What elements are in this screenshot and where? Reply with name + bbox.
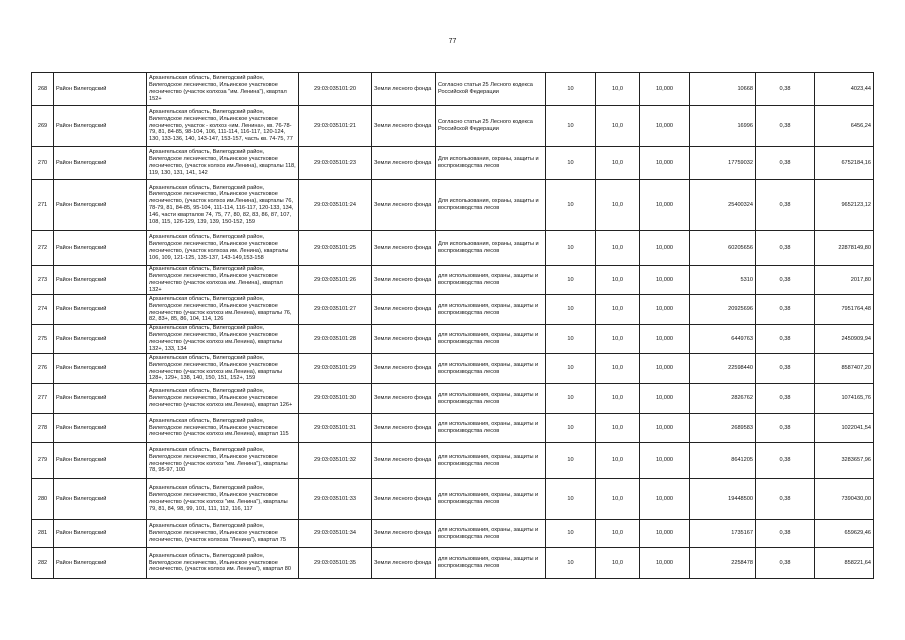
land-category-cell: Земли лесного фонда [372,384,436,414]
area-cell: 5310 [690,266,756,295]
area-cell: 2258478 [690,548,756,579]
region-cell: Район Вилегодский [54,520,147,548]
value-col-3-cell: 10,000 [640,231,690,266]
address-cell: Архангельская область, Вилегодский район, Вилегодское лесничество, Ильинское участковое лесничество (участок колхоз им.Ленина), кварталы 128+, 129+, 138, 140, 150, 151, 152+, 159 [147,354,299,384]
value-col-1-cell: 10 [546,147,596,180]
value-col-2-cell: 10,0 [596,231,640,266]
value-col-3-cell: 10,000 [640,106,690,147]
region-cell: Район Вилегодский [54,325,147,354]
rate-cell: 0,38 [756,479,815,520]
table-row [32,147,874,180]
value-col-2-cell: 10,0 [596,414,640,443]
address-cell: Архангельская область, Вилегодский район, Вилегодское лесничество, Ильинское участковое лесничество, (участок колхоз им.Ленина), кварталы 118, 119, 130, 131, 141, 142 [147,147,299,180]
area-cell: 8641205 [690,443,756,479]
permitted-use-cell: для использования, охраны, защиты и воспроизводства лесов [436,443,546,479]
cadastral-number-cell: 29:03:035101:27 [299,295,372,325]
value-col-1-cell: 10 [546,266,596,295]
cost-cell: 6752184,16 [815,147,874,180]
land-category-cell: Земли лесного фонда [372,106,436,147]
cadastral-number-cell: 29:03:035101:20 [299,73,372,106]
permitted-use-cell: для использования, охраны, защиты и воспроизводства лесов [436,520,546,548]
cadastral-number-cell: 29:03:035101:33 [299,479,372,520]
area-cell: 22598440 [690,354,756,384]
rate-cell: 0,38 [756,414,815,443]
row-number: 282 [32,548,54,579]
row-number: 271 [32,180,54,231]
region-cell: Район Вилегодский [54,295,147,325]
value-col-1-cell: 10 [546,231,596,266]
row-number: 275 [32,325,54,354]
rate-cell: 0,38 [756,231,815,266]
region-cell: Район Вилегодский [54,266,147,295]
value-col-2-cell: 10,0 [596,384,640,414]
area-cell: 1735167 [690,520,756,548]
row-number: 278 [32,414,54,443]
permitted-use-cell: Согласно статьи 25 Лесного кодекса Российской Федерации [436,73,546,106]
area-cell: 6449763 [690,325,756,354]
value-col-1-cell: 10 [546,414,596,443]
rate-cell: 0,38 [756,520,815,548]
area-cell: 25400324 [690,180,756,231]
address-cell: Архангельская область, Вилегодский район, Вилегодское лесничество, Ильинское участковое лесничество, (участок колхоз им. Ленина"), квартал 80 [147,548,299,579]
permitted-use-cell: для использования, охраны, защиты и воспроизводства лесов [436,384,546,414]
value-col-3-cell: 10,000 [640,295,690,325]
cadastral-number-cell: 29:03:035101:32 [299,443,372,479]
value-col-1-cell: 10 [546,295,596,325]
land-category-cell: Земли лесного фонда [372,414,436,443]
value-col-3-cell: 10,000 [640,479,690,520]
cost-cell: 6456,24 [815,106,874,147]
permitted-use-cell: Согласно статьи 25 Лесного кодекса Российской Федерации [436,106,546,147]
cadastral-number-cell: 29:03:035101:23 [299,147,372,180]
value-col-3-cell: 10,000 [640,73,690,106]
land-category-cell: Земли лесного фонда [372,325,436,354]
land-category-cell: Земли лесного фонда [372,548,436,579]
table-row [32,443,874,479]
address-cell: Архангельская область, Вилегодский район, Вилегодское лесничество, Ильинское участковое лесничество (участок колхоз им.Ленина), кварталы 76, 82, 83+, 85, 86, 104, 114, 126 [147,295,299,325]
value-col-3-cell: 10,000 [640,180,690,231]
table-row [32,295,874,325]
region-cell: Район Вилегодский [54,479,147,520]
land-category-cell: Земли лесного фонда [372,231,436,266]
value-col-2-cell: 10,0 [596,295,640,325]
rate-cell: 0,38 [756,266,815,295]
table-row [32,520,874,548]
value-col-3-cell: 10,000 [640,384,690,414]
rate-cell: 0,38 [756,548,815,579]
table-row [32,106,874,147]
row-number: 272 [32,231,54,266]
area-cell: 20925696 [690,295,756,325]
table-row [32,73,874,106]
value-col-1-cell: 10 [546,384,596,414]
row-number: 269 [32,106,54,147]
rate-cell: 0,38 [756,354,815,384]
value-col-2-cell: 10,0 [596,443,640,479]
cadastral-number-cell: 29:03:035101:24 [299,180,372,231]
rate-cell: 0,38 [756,106,815,147]
table-row [32,384,874,414]
row-number: 281 [32,520,54,548]
area-cell: 2689583 [690,414,756,443]
table-row [32,479,874,520]
value-col-1-cell: 10 [546,106,596,147]
permitted-use-cell: для использования, охраны, защиты и воспроизводства лесов [436,325,546,354]
region-cell: Район Вилегодский [54,106,147,147]
rate-cell: 0,38 [756,325,815,354]
cost-cell: 659629,46 [815,520,874,548]
row-number: 274 [32,295,54,325]
value-col-3-cell: 10,000 [640,443,690,479]
region-cell: Район Вилегодский [54,354,147,384]
value-col-1-cell: 10 [546,520,596,548]
region-cell: Район Вилегодский [54,414,147,443]
row-number: 279 [32,443,54,479]
permitted-use-cell: Для использования, охраны, защиты и воспроизводства лесов [436,147,546,180]
address-cell: Архангельская область, Вилегодский район, Вилегодское лесничество, Ильинское участковое лесничество, участок - колхоз «им. Ленина», кв. 76-78-79, 81, 84-85, 98-104, 106, 111-114, 116-117, 120-124, 130, 133-136, 140, 143-147, 153-157, часть кв. 74-75, 77 [147,106,299,147]
table-row [32,266,874,295]
value-col-1-cell: 10 [546,443,596,479]
value-col-2-cell: 10,0 [596,520,640,548]
land-category-cell: Земли лесного фонда [372,147,436,180]
region-cell: Район Вилегодский [54,231,147,266]
value-col-3-cell: 10,000 [640,548,690,579]
permitted-use-cell: для использования, охраны, защиты и воспроизводства лесов [436,354,546,384]
land-category-cell: Земли лесного фонда [372,73,436,106]
region-cell: Район Вилегодский [54,73,147,106]
area-cell: 2826762 [690,384,756,414]
row-number: 268 [32,73,54,106]
land-category-cell: Земли лесного фонда [372,295,436,325]
value-col-3-cell: 10,000 [640,325,690,354]
cost-cell: 22878149,80 [815,231,874,266]
cadastral-number-cell: 29:03:035101:31 [299,414,372,443]
permitted-use-cell: для использования, охраны, защиты и воспроизводства лесов [436,414,546,443]
value-col-3-cell: 10,000 [640,147,690,180]
cadastral-number-cell: 29:03:035101:25 [299,231,372,266]
address-cell: Архангельская область, Вилегодский район, Вилегодское лесничество, Ильинское участковое лесничество, (участок колхоз им.Ленина), кварталы 76, 78-79, 81, 84-85, 95-104, 111-114, 116-117, 120-133, 134, 146, части кварталов 74, 75, 77, 80, 82, 83, 86, 87, 107, 108, 115, 126-129, 139, 139, 150-152, 159 [147,180,299,231]
permitted-use-cell: для использования, охраны, защиты и воспроизводства лесов [436,479,546,520]
permitted-use-cell: Для использования, охраны, защиты и воспроизводства лесов [436,231,546,266]
land-plots-table [31,72,874,579]
value-col-3-cell: 10,000 [640,354,690,384]
area-cell: 10668 [690,73,756,106]
value-col-2-cell: 10,0 [596,479,640,520]
address-cell: Архангельская область, Вилегодский район, Вилегодское лесничество, Ильинское участковое лесничество (участок колхоз им.Ленина), квартал 126+ [147,384,299,414]
page-number: 77 [448,38,457,45]
value-col-1-cell: 10 [546,354,596,384]
cost-cell: 1022041,54 [815,414,874,443]
address-cell: Архангельская область, Вилегодский район, Вилегодское лесничество, Ильинское участковое лесничество (участок колхоз им.Ленина), кварталы 132+, 133, 134 [147,325,299,354]
table-row [32,231,874,266]
rate-cell: 0,38 [756,147,815,180]
rate-cell: 0,38 [756,384,815,414]
table-body [32,73,874,579]
cost-cell: 7951764,48 [815,295,874,325]
land-category-cell: Земли лесного фонда [372,520,436,548]
permitted-use-cell: Для использования, охраны, защиты и воспроизводства лесов [436,180,546,231]
cadastral-number-cell: 29:03:035101:26 [299,266,372,295]
table-row [32,325,874,354]
row-number: 273 [32,266,54,295]
land-category-cell: Земли лесного фонда [372,479,436,520]
value-col-1-cell: 10 [546,325,596,354]
table-row [32,180,874,231]
value-col-2-cell: 10,0 [596,325,640,354]
cost-cell: 9652123,12 [815,180,874,231]
cost-cell: 7390430,00 [815,479,874,520]
value-col-2-cell: 10,0 [596,266,640,295]
value-col-1-cell: 10 [546,479,596,520]
table-row [32,548,874,579]
address-cell: Архангельская область, Вилегодский район, Вилегодское лесничество, Ильинское участковое лесничество, (участок колхоза им. Ленина), кварталы 106, 109, 121-125, 135-137, 143-149,153-158 [147,231,299,266]
row-number: 277 [32,384,54,414]
cadastral-number-cell: 29:03:035101:29 [299,354,372,384]
address-cell: Архангельская область, Вилегодский район, Вилегодское лесничество, Ильинское участковое лесничество, (участок колхоза "Ленина"), квартал 75 [147,520,299,548]
rate-cell: 0,38 [756,73,815,106]
cadastral-number-cell: 29:03:035101:21 [299,106,372,147]
value-col-2-cell: 10,0 [596,180,640,231]
cadastral-number-cell: 29:03:035101:28 [299,325,372,354]
value-col-2-cell: 10,0 [596,106,640,147]
value-col-3-cell: 10,000 [640,520,690,548]
value-col-1-cell: 10 [546,73,596,106]
land-category-cell: Земли лесного фонда [372,180,436,231]
address-cell: Архангельская область, Вилегодский район, Вилегодское лесничество, Ильинское участковое лесничество (участок колхоза "им. Ленина"), квартал 152+ [147,73,299,106]
row-number: 280 [32,479,54,520]
area-cell: 17759032 [690,147,756,180]
permitted-use-cell: для использования, охраны, защиты и воспроизводства лесов [436,295,546,325]
land-category-cell: Земли лесного фонда [372,443,436,479]
region-cell: Район Вилегодский [54,180,147,231]
address-cell: Архангельская область, Вилегодский район, Вилегодское лесничество, Ильинское участковое лесничество (участок колхоз "им. Ленина"), кварталы 79, 81, 84, 98, 99, 101, 111, 112, 116, 117 [147,479,299,520]
table-row [32,354,874,384]
value-col-2-cell: 10,0 [596,147,640,180]
value-col-2-cell: 10,0 [596,548,640,579]
land-category-cell: Земли лесного фонда [372,266,436,295]
cost-cell: 1074165,76 [815,384,874,414]
address-cell: Архангельская область, Вилегодский район, Вилегодское лесничество, Ильинское участковое лесничество (участок колхоз "им. Ленина"), кварталы 78, 95-97, 100 [147,443,299,479]
land-category-cell: Земли лесного фонда [372,354,436,384]
cadastral-number-cell: 29:03:035101:35 [299,548,372,579]
table-row [32,414,874,443]
row-number: 270 [32,147,54,180]
region-cell: Район Вилегодский [54,443,147,479]
cost-cell: 3283657,96 [815,443,874,479]
region-cell: Район Вилегодский [54,384,147,414]
value-col-1-cell: 10 [546,548,596,579]
cost-cell: 858221,64 [815,548,874,579]
rate-cell: 0,38 [756,180,815,231]
cost-cell: 2450909,94 [815,325,874,354]
region-cell: Район Вилегодский [54,147,147,180]
area-cell: 19448500 [690,479,756,520]
region-cell: Район Вилегодский [54,548,147,579]
permitted-use-cell: для использования, охраны, защиты и воспроизводства лесов [436,548,546,579]
cadastral-number-cell: 29:03:035101:34 [299,520,372,548]
address-cell: Архангельская область, Вилегодский район, Вилегодское лесничество, Ильинское участковое лесничество (участок колхоз им.Ленина), квартал 115 [147,414,299,443]
value-col-2-cell: 10,0 [596,354,640,384]
cost-cell: 8587407,20 [815,354,874,384]
cost-cell: 4023,44 [815,73,874,106]
row-number: 276 [32,354,54,384]
cadastral-number-cell: 29:03:035101:30 [299,384,372,414]
value-col-3-cell: 10,000 [640,414,690,443]
address-cell: Архангельская область, Вилегодский район, Вилегодское лесничество, Ильинское участковое лесничество (участок колхоза им. Ленина), квартал 132+ [147,266,299,295]
area-cell: 16996 [690,106,756,147]
rate-cell: 0,38 [756,295,815,325]
rate-cell: 0,38 [756,443,815,479]
value-col-3-cell: 10,000 [640,266,690,295]
value-col-2-cell: 10,0 [596,73,640,106]
permitted-use-cell: для использования, охраны, защиты и воспроизводства лесов [436,266,546,295]
area-cell: 60205656 [690,231,756,266]
value-col-1-cell: 10 [546,180,596,231]
cost-cell: 2017,80 [815,266,874,295]
